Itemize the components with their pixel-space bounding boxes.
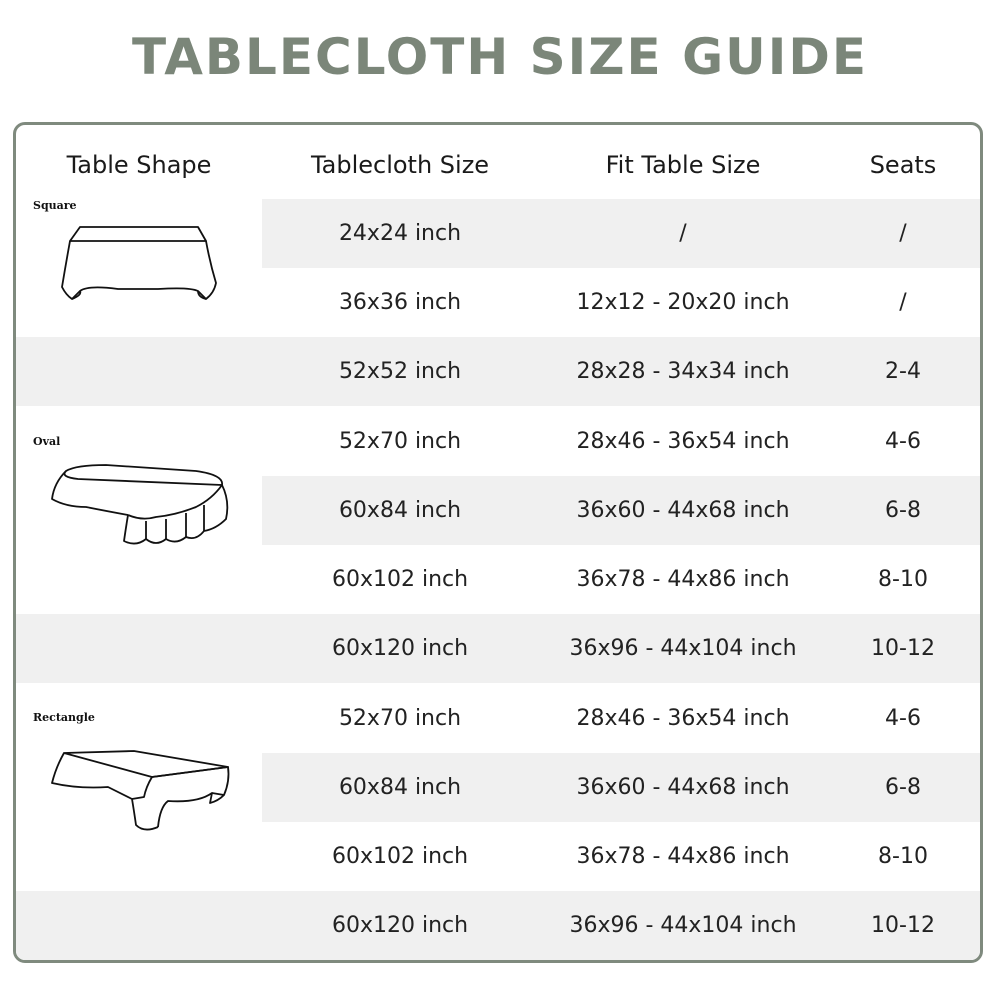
fit-table-size-cell: 36x96 - 44x104 inch [569,913,797,938]
fit-table-size-cell: 36x60 - 44x68 inch [576,498,790,523]
fit-table-size-cell: 36x78 - 44x86 inch [576,567,790,592]
tablecloth-size-cell: 60x102 inch [331,844,469,869]
shape-oval [16,435,262,625]
tablecloth-size-cell: 36x36 inch [338,290,462,315]
rectangle-table-icon [48,747,234,835]
header-seats: Seats [869,151,937,179]
seats-cell: 10-12 [871,913,935,938]
size-guide-table [13,122,983,963]
oval-table-icon [46,461,236,547]
header-fit-table-size: Fit Table Size [605,151,761,179]
seats-cell: / [899,221,907,246]
shape-rectangle [16,711,262,871]
tablecloth-size-cell: 60x84 inch [338,775,462,800]
seats-cell: 8-10 [878,844,928,869]
tablecloth-size-cell: 52x70 inch [338,429,462,454]
fit-table-size-cell: 36x60 - 44x68 inch [576,775,790,800]
shape-label-oval: Oval [33,435,61,448]
fit-table-size-cell: 28x28 - 34x34 inch [576,359,790,384]
shape-label-square: Square [33,199,77,212]
fit-table-size-cell: 12x12 - 20x20 inch [576,290,790,315]
seats-cell: 4-6 [885,706,921,731]
shape-square [16,199,262,337]
seats-cell: 10-12 [871,636,935,661]
header-tablecloth-size: Tablecloth Size [310,151,490,179]
tablecloth-size-cell: 60x102 inch [331,567,469,592]
header-table-shape: Table Shape [66,151,212,179]
seats-cell: 2-4 [885,359,921,384]
tablecloth-size-cell: 52x52 inch [338,359,462,384]
seats-cell: 8-10 [878,567,928,592]
fit-table-size-cell: 36x78 - 44x86 inch [576,844,790,869]
seats-cell: 6-8 [885,498,921,523]
square-table-icon [58,223,218,315]
shape-label-rectangle: Rectangle [33,711,95,724]
seats-cell: 6-8 [885,775,921,800]
seats-cell: / [899,290,907,315]
table-row [16,891,983,960]
page-title: TABLECLOTH SIZE GUIDE [131,28,869,86]
tablecloth-size-cell: 60x120 inch [331,913,469,938]
tablecloth-size-cell: 24x24 inch [338,221,462,246]
table-row [16,337,983,406]
fit-table-size-cell: / [679,221,687,246]
tablecloth-size-cell: 60x120 inch [331,636,469,661]
fit-table-size-cell: 28x46 - 36x54 inch [576,706,790,731]
fit-table-size-cell: 36x96 - 44x104 inch [569,636,797,661]
tablecloth-size-cell: 52x70 inch [338,706,462,731]
seats-cell: 4-6 [885,429,921,454]
fit-table-size-cell: 28x46 - 36x54 inch [576,429,790,454]
tablecloth-size-cell: 60x84 inch [338,498,462,523]
